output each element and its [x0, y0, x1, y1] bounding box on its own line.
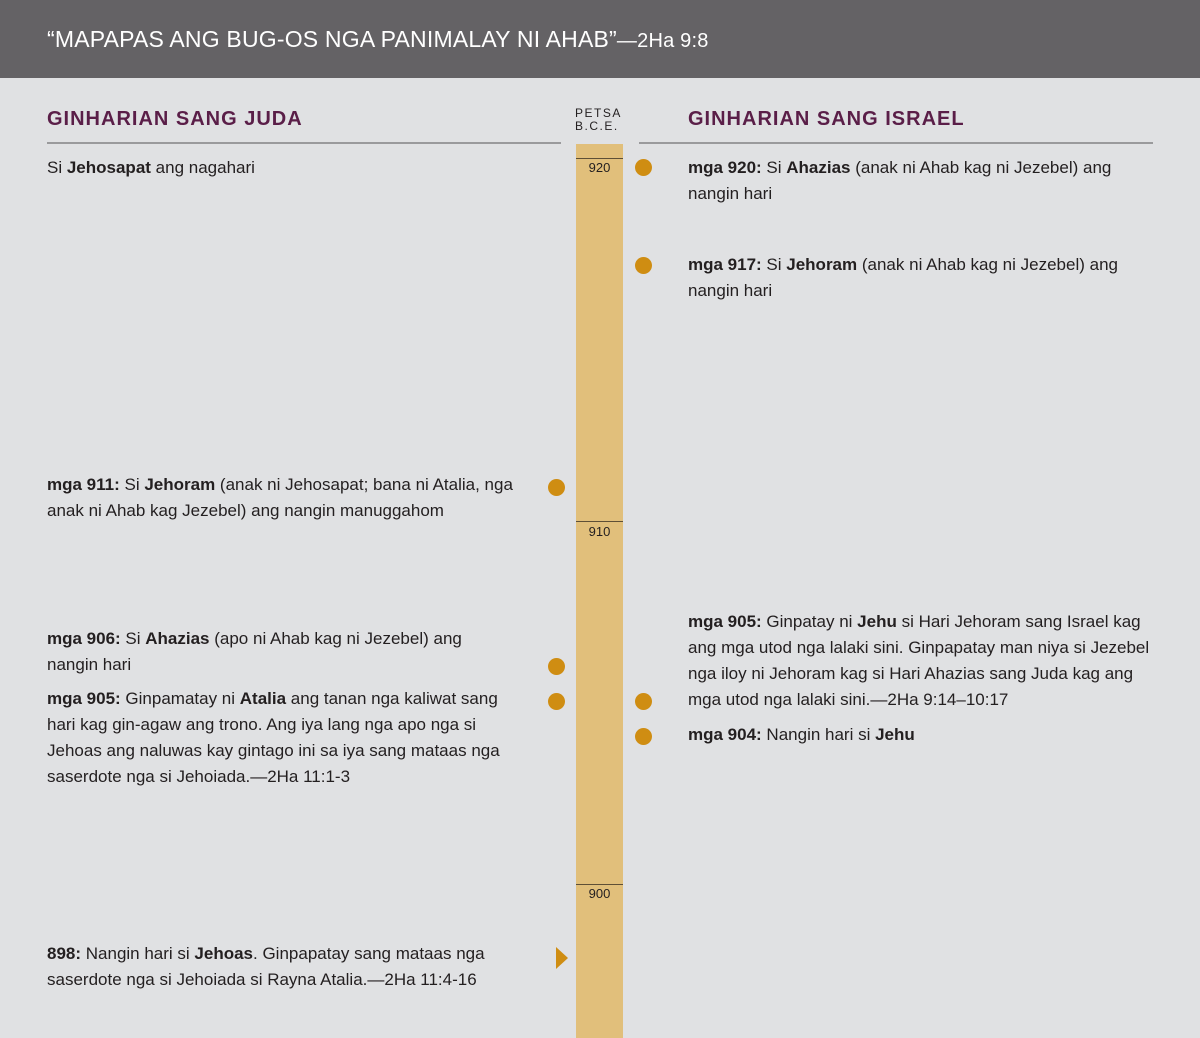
event-date: mga 917: — [688, 255, 762, 274]
israel-marker-917-icon — [635, 257, 652, 274]
event-date: mga 905: — [688, 612, 762, 631]
event-date: 898: — [47, 944, 82, 963]
event-text: Si — [120, 629, 146, 648]
judah-heading: GINHARIAN SANG JUDA — [47, 108, 303, 130]
event-name: Ahazias — [786, 158, 851, 177]
event-text: ang tanan nga kaliwat sang hari kag gin-agaw ang trono. Ang iya lang nga apo nga si Jehoas ang naluwas kay gintago ini sa iya sang mataas nga saserdote nga si Jehoiada.—2Ha 11:1-3 — [47, 689, 500, 786]
israel-event-920 — [688, 155, 1128, 207]
banner-title-text: “MAPAPAS ANG BUG-OS NGA PANIMALAY NI AHAB” — [47, 26, 617, 52]
event-text: (anak ni Ahab kag ni Jezebel) ang nangin hari — [688, 158, 1112, 203]
judah-marker-906-icon — [548, 658, 565, 675]
judah-heading-rule — [47, 142, 561, 144]
event-name: Jehu — [875, 725, 915, 744]
event-date: mga 905: — [47, 689, 121, 708]
event-text: Nangin hari si — [81, 944, 195, 963]
tick-920 — [576, 158, 623, 159]
event-name: Jehosapat — [66, 158, 151, 177]
tick-label-920: 920 — [588, 160, 611, 175]
tick-label-900: 900 — [588, 886, 611, 901]
event-name: Atalia — [239, 689, 287, 708]
event-text: . Ginpapatay sang mataas nga saserdote nga si Jehoiada si Rayna Atalia.—2Ha 11:4-16 — [47, 944, 485, 989]
date-label-line2: B.C.E. — [575, 119, 619, 133]
event-text: (anak ni Ahab kag ni Jezebel) ang nangin hari — [688, 255, 1118, 300]
event-text: (anak ni Jehosapat; bana ni Atalia, nga anak ni Ahab kag Jezebel) ang nangin manuggahom — [47, 475, 513, 520]
event-text: Ginpamatay ni — [120, 689, 240, 708]
event-date: mga 911: — [47, 475, 120, 494]
tick-900 — [576, 884, 623, 885]
israel-heading-rule — [639, 142, 1153, 144]
judah-marker-911-icon — [548, 479, 565, 496]
event-name: Ahazias — [145, 629, 210, 648]
israel-marker-904-icon — [635, 728, 652, 745]
judah-event-898 — [47, 941, 527, 993]
tick-label-910: 910 — [588, 524, 611, 539]
event-name: Jehu — [857, 612, 897, 631]
event-text: (apo ni Ahab kag ni Jezebel) ang nangin hari — [47, 629, 462, 674]
event-name: Jehoram — [786, 255, 858, 274]
event-text: Si — [47, 158, 67, 177]
judah-event-906 — [47, 626, 487, 678]
event-date: mga 904: — [688, 725, 762, 744]
date-label-line1: PETSA — [575, 106, 622, 120]
judah-event-911 — [47, 472, 527, 524]
event-name: Jehoas — [194, 944, 254, 963]
event-text: Si — [761, 255, 787, 274]
event-text: Si — [119, 475, 145, 494]
tick-910 — [576, 521, 623, 522]
israel-event-904 — [688, 722, 1158, 748]
title-banner — [0, 0, 1200, 78]
event-text: Nangin hari si — [761, 725, 876, 744]
judah-event-jehosapat — [47, 155, 527, 181]
event-text: Ginpatay ni — [761, 612, 858, 631]
event-text: ang nagahari — [150, 158, 255, 177]
judah-marker-905-icon — [548, 693, 565, 710]
judah-marker-898-arrow-icon — [556, 947, 568, 969]
israel-heading: GINHARIAN SANG ISRAEL — [688, 108, 965, 130]
event-date: mga 906: — [47, 629, 121, 648]
israel-event-905 — [688, 609, 1158, 713]
israel-marker-920-icon — [635, 159, 652, 176]
event-name: Jehoram — [144, 475, 216, 494]
event-text: Si — [761, 158, 787, 177]
event-text: si Hari Jehoram sang Israel kag ang mga utod nga lalaki sini. Ginpapatay man niya si Jezebel nga iloy ni Jehoram kag si Hari Ahazias sang Juda kag ang mga utod nga lalaki sini.—2Ha 9:14–10:17 — [688, 612, 1150, 709]
banner-title — [47, 26, 709, 53]
timeline-date-label — [575, 107, 622, 133]
israel-marker-905-icon — [635, 693, 652, 710]
israel-event-917 — [688, 252, 1128, 304]
timeline-bar — [576, 144, 623, 1038]
event-date: mga 920: — [688, 158, 762, 177]
judah-event-905 — [47, 686, 517, 790]
banner-reference: —2Ha 9:8 — [616, 30, 709, 52]
